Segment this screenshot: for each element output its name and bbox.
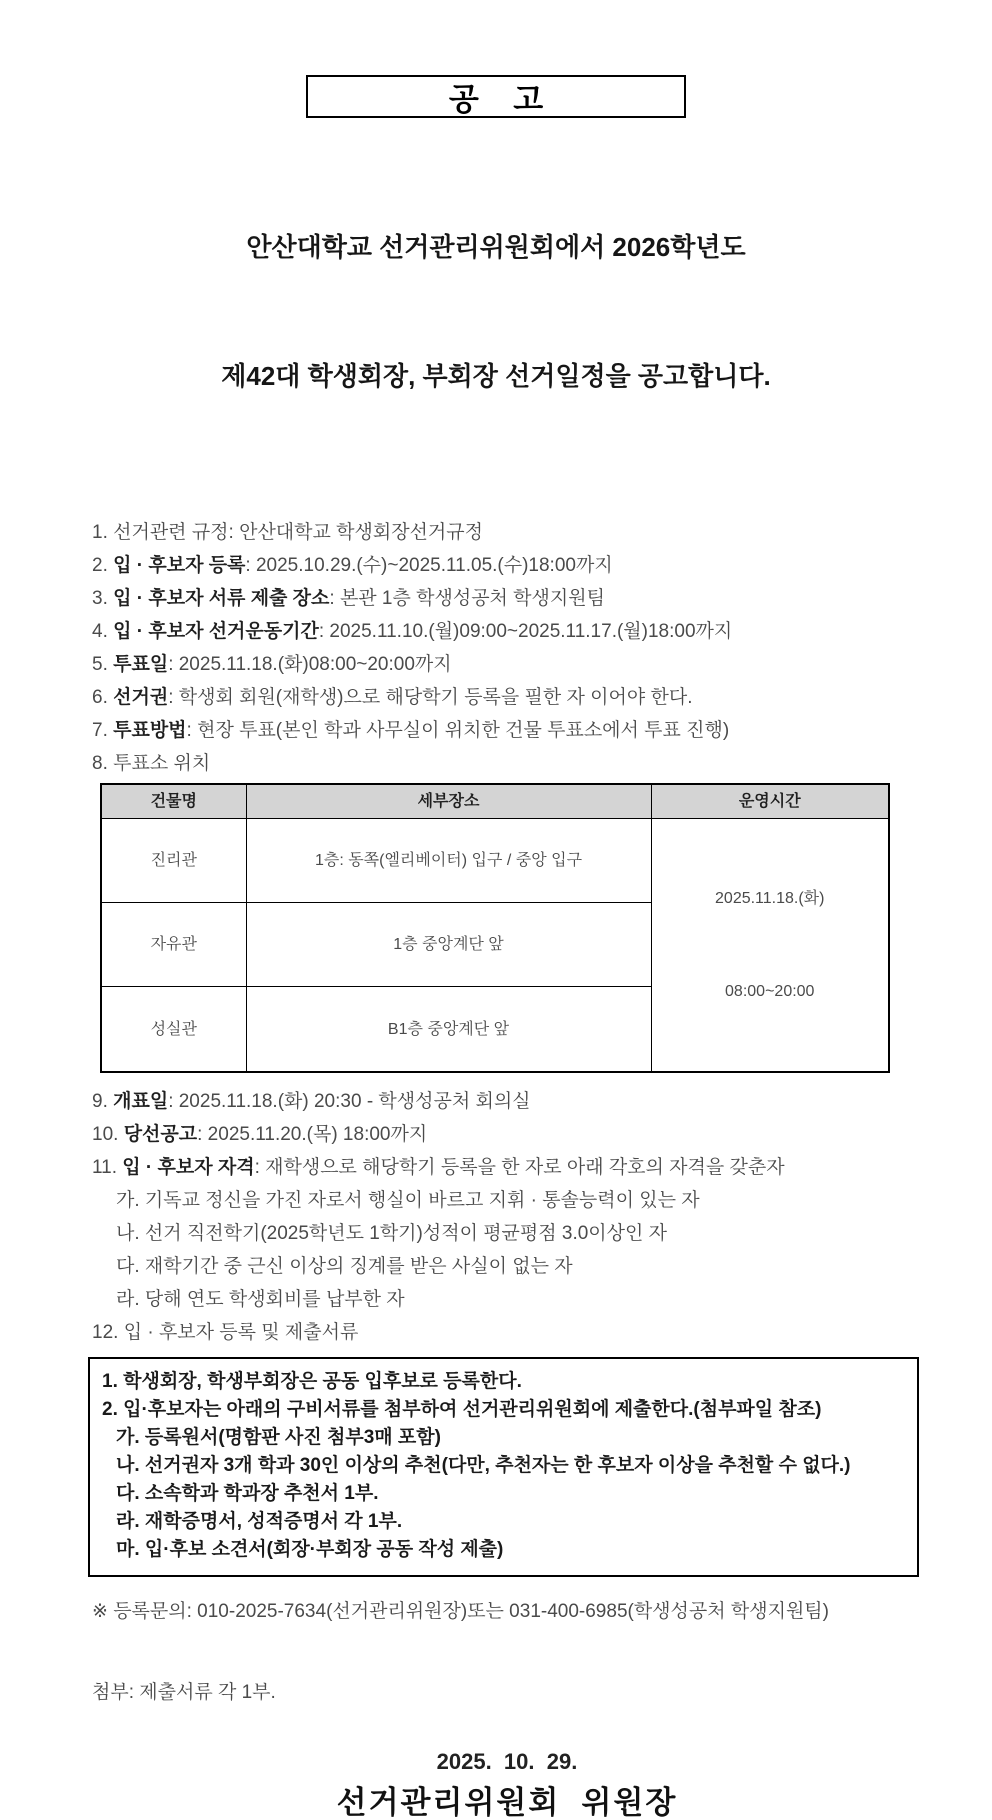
item-text: 소속학과 학과장 추천서 1부. [144, 1483, 379, 1504]
item-label: 입 · 후보자 서류 제출 장소 [113, 588, 330, 609]
col-header-building: 건물명 [101, 784, 246, 819]
item-number: 1. [92, 522, 114, 543]
qualification-item-na [92, 1217, 922, 1250]
item-text: : 본관 1층 학생성공처 학생지원팀 [329, 588, 605, 609]
building-cell: 성실관 [101, 987, 246, 1072]
list-item-8 [92, 747, 922, 780]
item-label: 투표방법 [113, 720, 187, 741]
announcement-page [0, 75, 992, 1820]
box-line-2 [102, 1396, 905, 1424]
place-cell: 1층: 동쪽(엘리베이터) 입구 / 중앙 입구 [246, 819, 651, 903]
item-text: 선거권자 3개 학과 30인 이상의 추천(다만, 추천자는 한 후보자 이상을 추천할 수 없다.) [144, 1455, 851, 1476]
item-number: 가. [116, 1427, 145, 1448]
submission-notice-box [88, 1357, 919, 1577]
footer-date: 2025. 10. 29. [436, 1749, 578, 1774]
item-text: : 2025.11.20.(목) 18:00까지 [197, 1124, 428, 1145]
item-number: 마. [116, 1539, 145, 1560]
item-number: 10. [92, 1124, 124, 1145]
item-number: 3. [92, 588, 114, 609]
item-text: 재학기간 중 근신 이상의 징계를 받은 사실이 없는 자 [144, 1256, 573, 1277]
place-cell: B1층 중앙계단 앞 [246, 987, 651, 1072]
subtitle [0, 140, 992, 484]
list-item-11 [92, 1151, 922, 1184]
hours-cell [651, 819, 889, 1073]
item-text: 재학증명서, 성적증명서 각 1부. [144, 1511, 403, 1532]
item-number: 가. [116, 1190, 145, 1211]
col-header-place: 세부장소 [246, 784, 651, 819]
item-number: 나. [116, 1455, 145, 1476]
item-text: : 2025.11.18.(화)08:00~20:00까지 [168, 654, 452, 675]
box-line-1 [102, 1368, 905, 1396]
item-label: 투표일 [113, 654, 169, 675]
building-cell: 자유관 [101, 903, 246, 987]
attachment-note: 첨부: 제출서류 각 1부. [92, 1682, 276, 1703]
item-number: 라. [116, 1289, 145, 1310]
item-label: 당선공고 [123, 1124, 198, 1145]
box-line-ga [102, 1424, 905, 1452]
item-label: 입 · 후보자 등록 [113, 555, 246, 576]
item-text: 입 · 후보자 등록 및 제출서류 [123, 1322, 359, 1343]
item-number: 5. [92, 654, 114, 675]
hours-date: 2025.11.18.(화) [715, 890, 825, 907]
box-line-da [102, 1480, 905, 1508]
announcement-body [92, 516, 922, 1819]
item-number: 1. [102, 1371, 124, 1392]
list-item-4 [92, 615, 922, 648]
footer [92, 1745, 922, 1819]
place-cell: 1층 중앙계단 앞 [246, 903, 651, 987]
page-title: 공 고 [448, 82, 544, 117]
qualification-item-ra [92, 1283, 922, 1316]
item-text: : 현장 투표(본인 학과 사무실이 위치한 건물 투표소에서 투표 진행) [186, 720, 730, 741]
list-item-9 [92, 1085, 922, 1118]
item-number: 8. [92, 753, 114, 774]
table-row [101, 819, 889, 903]
item-text: 기독교 정신을 가진 자로서 행실이 바르고 지휘 · 통솔능력이 있는 자 [144, 1190, 700, 1211]
item-text: 선거관련 규정: 안산대학교 학생회장선거규정 [113, 522, 483, 543]
item-text: 투표소 위치 [113, 753, 211, 774]
list-item-6 [92, 681, 922, 714]
item-text: 등록원서(명함판 사진 첨부3매 포함) [144, 1427, 441, 1448]
list-item-3 [92, 582, 922, 615]
item-label: 선거권 [113, 687, 169, 708]
list-item-2 [92, 549, 922, 582]
item-number: 6. [92, 687, 114, 708]
item-text: 당해 연도 학생회비를 납부한 자 [144, 1289, 405, 1310]
item-number: 라. [116, 1511, 145, 1532]
item-number: 나. [116, 1223, 145, 1244]
table-header-row [101, 784, 889, 819]
list-item-12 [92, 1316, 922, 1349]
box-line-ra [102, 1508, 905, 1536]
hours-time: 08:00~20:00 [725, 983, 815, 1000]
footer-signer: 선거관리위원회 위원장 [336, 1785, 678, 1820]
item-text: : 2025.11.10.(월)09:00~2025.11.17.(월)18:00까지 [318, 621, 733, 642]
list-item-10 [92, 1118, 922, 1151]
item-text: : 2025.10.29.(수)~2025.11.05.(수)18:00까지 [245, 555, 613, 576]
qualification-item-ga [92, 1184, 922, 1217]
building-cell: 진리관 [101, 819, 246, 903]
item-number: 2. [92, 555, 114, 576]
item-text: 학생회장, 학생부회장은 공동 입후보로 등록한다. [123, 1371, 522, 1392]
item-number: 9. [92, 1091, 114, 1112]
list-item-5 [92, 648, 922, 681]
item-label: 개표일 [113, 1091, 169, 1112]
item-text: : 학생회 회원(재학생)으로 해당학기 등록을 필한 자 이어야 한다. [168, 687, 693, 708]
title-box [306, 75, 686, 118]
item-text: 입·후보 소견서(회장·부회장 공동 작성 제출) [144, 1539, 504, 1560]
subtitle-line-2: 제42대 학생회장, 부회장 선거일정을 공고합니다. [221, 361, 771, 391]
list-item-7 [92, 714, 922, 747]
subtitle-line-1: 안산대학교 선거관리위원회에서 2026학년도 [246, 232, 746, 262]
list-item-1 [92, 516, 922, 549]
item-number: 7. [92, 720, 114, 741]
item-text: : 2025.11.18.(화) 20:30 - 학생성공처 회의실 [168, 1091, 531, 1112]
item-label: 입 · 후보자 자격 [122, 1157, 255, 1178]
box-line-ma [102, 1536, 905, 1564]
item-number: 다. [116, 1483, 145, 1504]
item-text: 선거 직전학기(2025학년도 1학기)성적이 평균평점 3.0이상인 자 [144, 1223, 668, 1244]
box-line-na [102, 1452, 905, 1480]
item-number: 12. [92, 1322, 124, 1343]
qualification-item-da [92, 1250, 922, 1283]
item-number: 다. [116, 1256, 145, 1277]
item-number: 2. [102, 1399, 124, 1420]
item-number: 11. [92, 1157, 123, 1178]
item-text: : 재학생으로 해당학기 등록을 한 자로 아래 각호의 자격을 갖춘자 [254, 1157, 785, 1178]
item-number: 4. [92, 621, 114, 642]
contact-note: ※ 등록문의: 010-2025-7634(선거관리위원장)또는 031-400-6985(학생성공처 학생지원팀) [92, 1601, 829, 1622]
item-text: 입·후보자는 아래의 구비서류를 첨부하여 선거관리위원회에 제출한다.(첨부파일 참조) [123, 1399, 822, 1420]
item-label: 입 · 후보자 선거운동기간 [113, 621, 319, 642]
polling-station-table [100, 783, 890, 1073]
col-header-hours: 운영시간 [651, 784, 889, 819]
